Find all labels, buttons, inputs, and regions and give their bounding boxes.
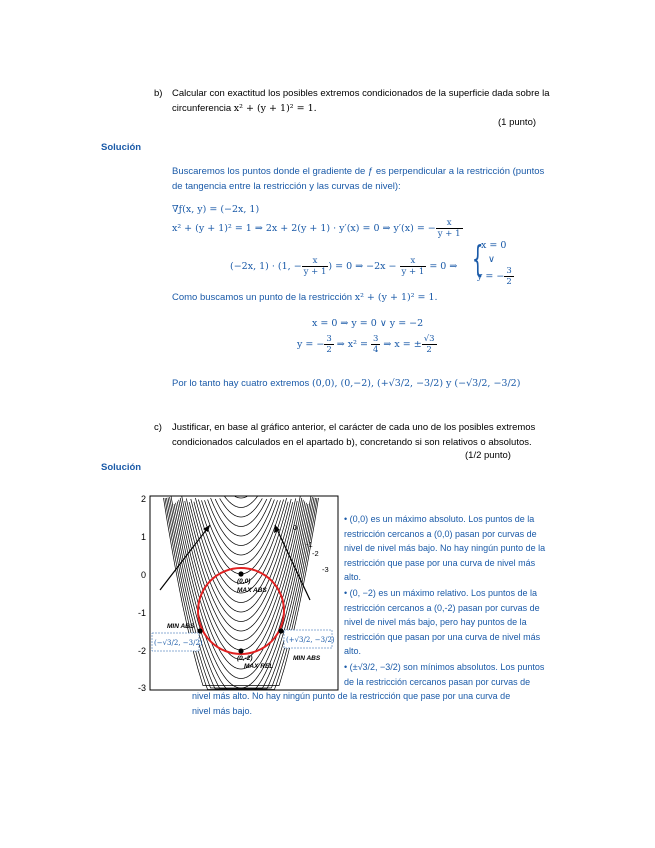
conclusion-line: Por lo tanto hay cuatro extremos (0,0), (0,−2), (+√3/2, −3/2) y (−√3/2, −3/2) — [172, 378, 521, 389]
case-y: y = − $\frac{3}{2}$ — [477, 266, 512, 287]
case-or: ∨ — [488, 254, 495, 265]
curve-label-m2: -2 — [312, 549, 319, 558]
intro-line1: Buscaremos los puntos donde el gradiente de ƒ es perpendicular a la restricción (puntos — [172, 166, 545, 177]
part-c-points: (1/2 punto) — [465, 450, 511, 461]
point-min-right — [278, 628, 283, 633]
curve-label-m1: -1 — [306, 540, 313, 549]
part-b-points: (1 punto) — [498, 117, 537, 128]
part-c-line2: condicionados calculados en el apartado b), concretando si son relativos o absolutos. — [172, 437, 532, 448]
y-tick-m1: -1 — [137, 608, 146, 618]
part-b-line1: Calcular con exactitud los posibles extremos condicionados de la superficie dada sobre la — [172, 88, 550, 99]
intro-line2: de tangencia entre la restricción y las curvas de nivel): — [172, 181, 401, 192]
solution-c-heading: Solución — [101, 462, 142, 473]
y-tick-m2: -2 — [137, 646, 146, 656]
result-line2: y = − $\frac{3}{2}$ ⇒ x² = $\frac{3}{4}$ ⇒ x = ± $\frac{√3}{2}$ — [297, 334, 435, 355]
result-line1: x = 0 ⇒ y = 0 ∨ y = −2 — [312, 318, 424, 329]
pt-top-tag: MAX ABS — [237, 587, 267, 594]
gradient-eq: ∇ƒ(x, y) = (−2x, 1) — [172, 204, 260, 215]
bullet-max-abs: • (0,0) es un máximo absoluto. Los puntos de la restricción cercanos a (0,0) pasan por curvas de nivel de nivel más bajo. No hay ningún punto de la restricción que pase por una curva de nivel más alto. — [344, 514, 546, 583]
solution-b-heading: Solución — [101, 142, 142, 153]
case-x0: x = 0 — [481, 240, 507, 251]
y-tick-2: 2 — [140, 494, 146, 504]
min-left-coord: (−√3/2, −3/2) — [154, 639, 203, 647]
solution-b-intro — [172, 164, 577, 194]
part-b-statement — [172, 86, 572, 116]
bullet-min-abs: • (±√3/2, −3/2) son mínimos absolutos. Los puntos de la restricción cercanos pasan por curvas de — [344, 662, 545, 687]
pt-bot-label: (0,-2) — [237, 655, 253, 662]
brace: { — [472, 239, 484, 280]
bullet-dot: • — [344, 588, 350, 598]
min-right-coord: (+√3/2, −3/2) — [286, 636, 335, 644]
bullet-dot: • — [344, 514, 350, 524]
curve-label-0: 0 — [293, 523, 298, 532]
min-left-tag: MIN ABS — [167, 623, 195, 630]
point-0m2 — [238, 648, 243, 653]
y-tick-0: 0 — [140, 570, 146, 580]
y-tick-m3: -3 — [137, 683, 146, 693]
orthogonality-eq: (−2x, 1) · (1, − $\frac{x}{y + 1}$ ) = 0 ⇒ −2x − $\frac{x}{y + 1}$ = 0 ⇒ — [230, 256, 458, 277]
bullet-min-abs-cont: nivel más alto. No hay ningún punto de la restricción que pase por una curva de nivel más bajo. — [192, 691, 511, 716]
min-right-tag: MIN ABS — [293, 655, 321, 662]
point-00 — [238, 571, 243, 576]
level-curves-graph — [130, 490, 342, 702]
pt-bot-tag: MAX REL — [244, 663, 274, 670]
part-c-line1: Justificar, en base al gráfico anterior, el carácter de cada uno de los posibles extremos — [172, 422, 536, 433]
y-tick-1: 1 — [140, 532, 146, 542]
part-b-line2: circunferencia x² + (y + 1)² = 1. — [172, 103, 317, 114]
bullet-max-rel: • (0, −2) es un máximo relativo. Los puntos de la restricción cercanos a (0,-2) pasan por curvas de nivel de nivel más bajo, pero hay puntos de la restricción que pasan por una curva de nivel más alto. — [344, 588, 541, 657]
bullet-dot: • — [344, 662, 350, 672]
pt-top-label: (0,0) — [237, 578, 251, 585]
curve-label-m3: -3 — [322, 565, 329, 574]
part-b-label: b) — [154, 88, 163, 99]
restriction-line: Como buscamos un punto de la restricción x² + (y + 1)² = 1. — [172, 292, 438, 303]
implicit-derivative-eq: x² + (y + 1)² = 1 ⇒ 2x + 2(y + 1) · y′(x) = 0 ⇒ y′(x) = − $\frac{x}{y + 1}$ — [172, 218, 461, 239]
part-c-label: c) — [154, 422, 162, 433]
part-c-statement — [172, 420, 572, 450]
